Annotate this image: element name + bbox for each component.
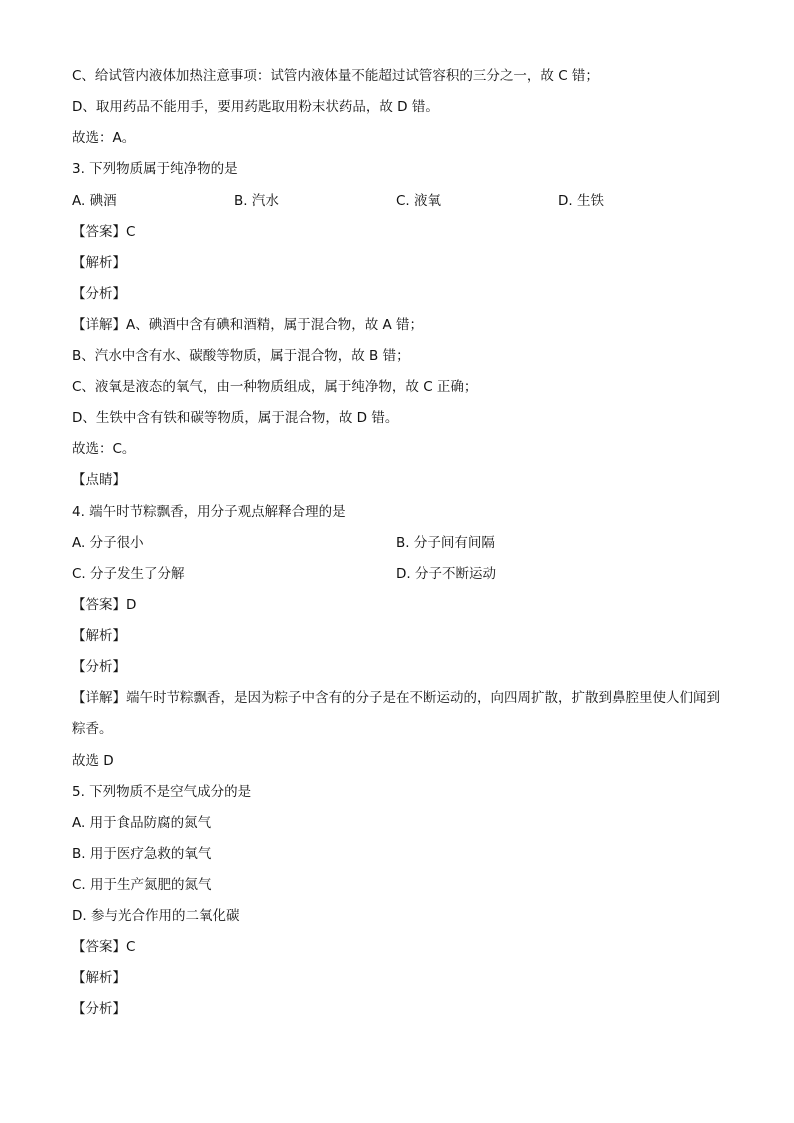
question-5-option-d: D. 参与光合作用的二氧化碳 bbox=[72, 908, 240, 924]
question-3-dianjing: 【点睛】 bbox=[72, 472, 126, 488]
question-4-option-b: B. 分子间有间隔 bbox=[396, 535, 495, 551]
question-4-option-d: D. 分子不断运动 bbox=[396, 566, 496, 582]
question-4-choose: 故选 D bbox=[72, 753, 114, 769]
question-4-option-a: A. 分子很小 bbox=[72, 535, 144, 551]
question-4-option-c: C. 分子发生了分解 bbox=[72, 566, 185, 582]
question-5-stem: 5. 下列物质不是空气成分的是 bbox=[72, 784, 252, 800]
question-5-jiexi: 【解析】 bbox=[72, 970, 126, 986]
question-3-option-a: A. 碘酒 bbox=[72, 193, 117, 209]
question-5-option-a: A. 用于食品防腐的氮气 bbox=[72, 815, 212, 831]
text-line: C、给试管内液体加热注意事项：试管内液体量不能超过试管容积的三分之一，故 C 错； bbox=[72, 68, 599, 84]
question-3-detail: 【详解】A、碘酒中含有碘和酒精，属于混合物，故 A 错； bbox=[72, 317, 424, 333]
question-4-detail: 【详解】端午时节粽飘香，是因为粽子中含有的分子是在不断运动的，向四周扩散，扩散到鼻腔里使人们闻到粽香。 bbox=[72, 690, 720, 737]
question-4-fenxi: 【分析】 bbox=[72, 659, 126, 675]
text-line: D、取用药品不能用手，要用药匙取用粉末状药品，故 D 错。 bbox=[72, 99, 439, 115]
question-3-detail: C、液氧是液态的氧气，由一种物质组成，属于纯净物，故 C 正确； bbox=[72, 379, 478, 395]
question-4-stem: 4. 端午时节粽飘香，用分子观点解释合理的是 bbox=[72, 504, 346, 520]
question-5-option-c: C. 用于生产氮肥的氮气 bbox=[72, 877, 212, 893]
question-3-option-d: D. 生铁 bbox=[558, 193, 604, 209]
question-4-answer: 【答案】D bbox=[72, 597, 137, 613]
text-line: 故选：A。 bbox=[72, 130, 136, 146]
question-3-fenxi: 【分析】 bbox=[72, 286, 126, 302]
question-3-option-b: B. 汽水 bbox=[234, 193, 279, 209]
question-3-answer: 【答案】C bbox=[72, 224, 136, 240]
question-5-answer: 【答案】C bbox=[72, 939, 136, 955]
question-3-detail: B、汽水中含有水、碳酸等物质，属于混合物，故 B 错； bbox=[72, 348, 410, 364]
question-5-fenxi: 【分析】 bbox=[72, 1001, 126, 1017]
question-4-jiexi: 【解析】 bbox=[72, 628, 126, 644]
question-3-choose: 故选：C。 bbox=[72, 441, 136, 457]
question-3-jiexi: 【解析】 bbox=[72, 255, 126, 271]
question-5-option-b: B. 用于医疗急救的氧气 bbox=[72, 846, 212, 862]
question-3-detail: D、生铁中含有铁和碳等物质，属于混合物，故 D 错。 bbox=[72, 410, 399, 426]
question-3-stem: 3. 下列物质属于纯净物的是 bbox=[72, 161, 238, 177]
question-3-option-c: C. 液氧 bbox=[396, 193, 442, 209]
